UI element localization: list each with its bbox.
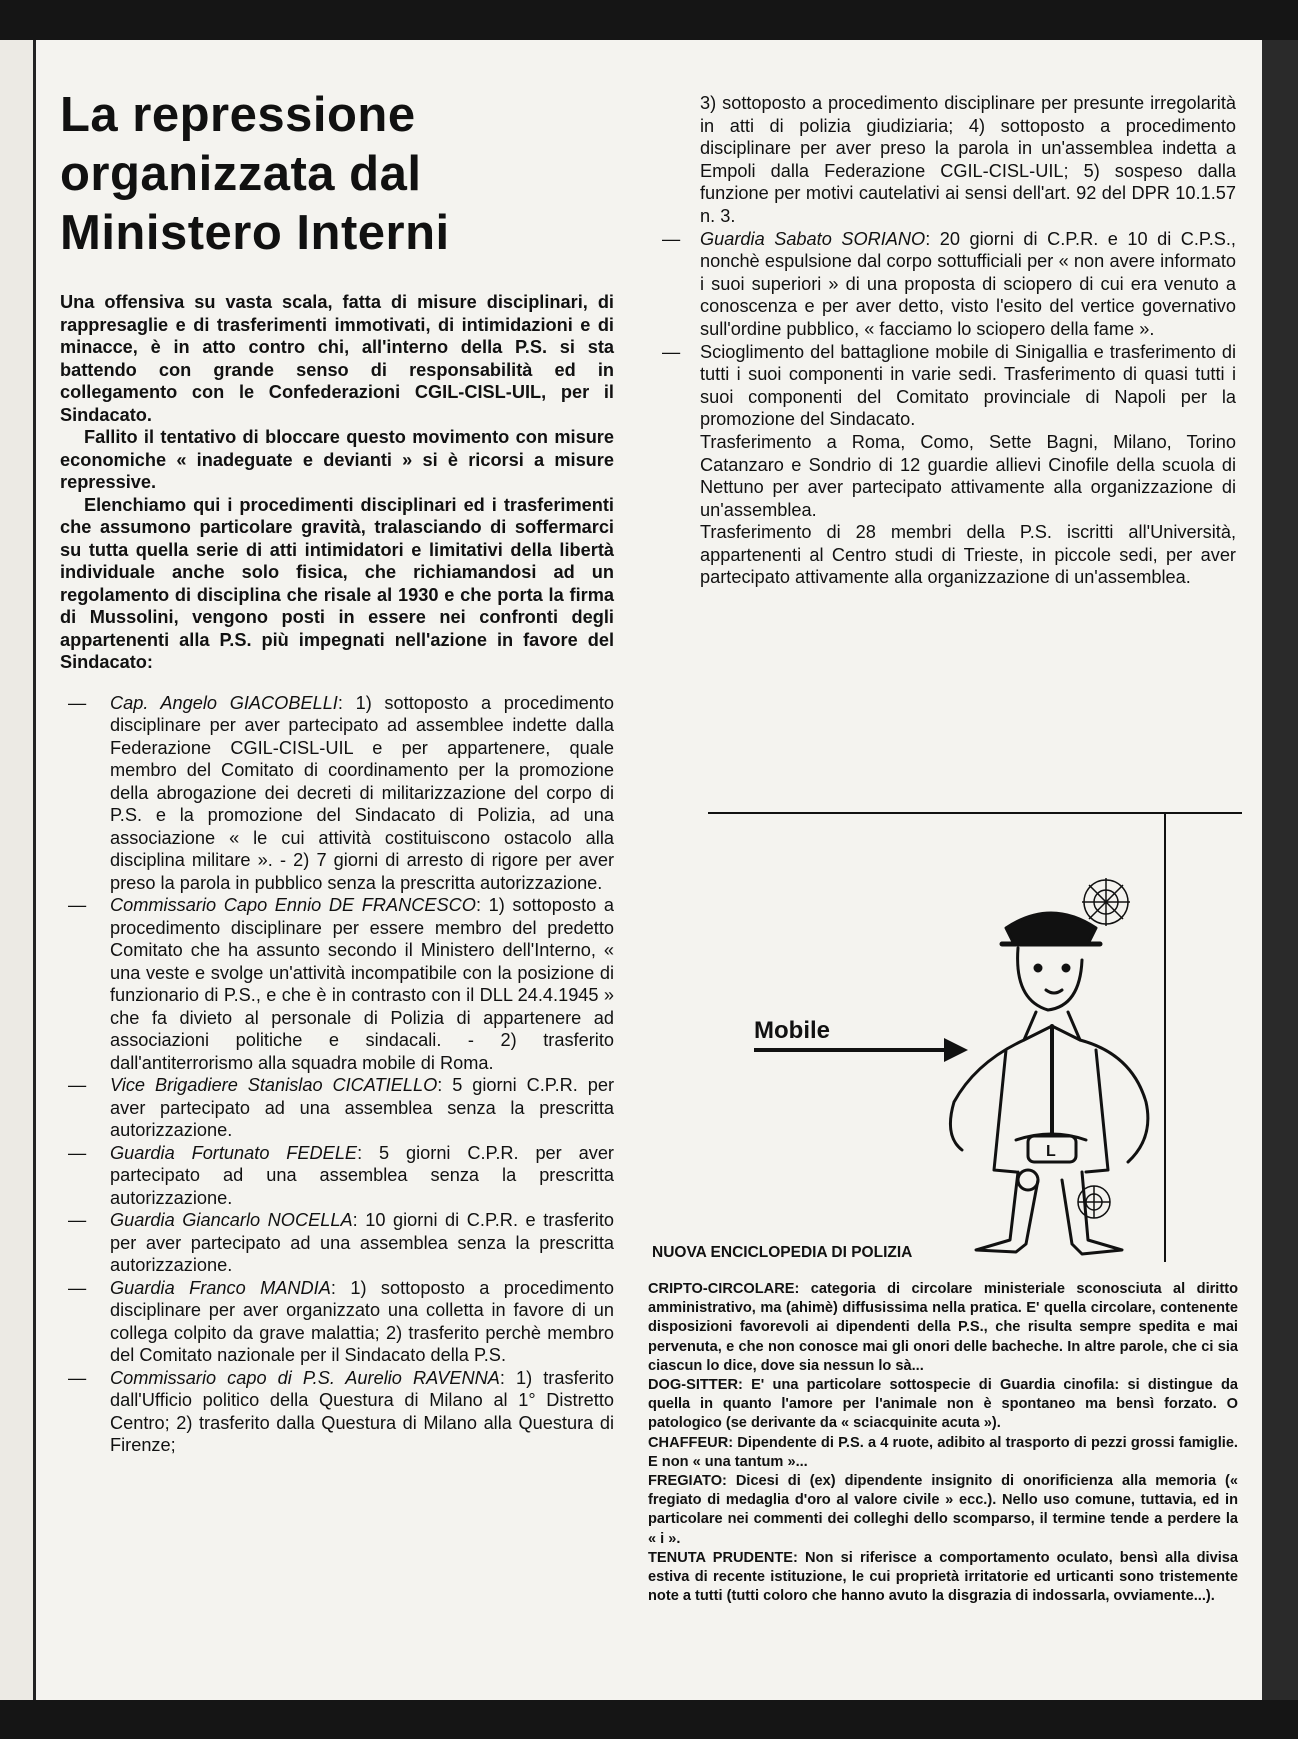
- spider-web-icon: [1082, 878, 1130, 926]
- list-item: [60, 1074, 614, 1142]
- policeman-figure: [950, 913, 1147, 1254]
- list-item: — Scioglimento del battaglione mobile di Sinigallia e trasferimento di tutti i suoi componenti in varie sedi. Trasferimento di quasi tutti i suoi componenti del Comitato provinciale di Napoli per la promozione del Sindacato.: [662, 341, 1236, 431]
- list-item: [60, 1277, 614, 1367]
- headline: [60, 86, 614, 263]
- person-name: Guardia Franco MANDIA: [110, 1277, 331, 1298]
- person-name: Vice Brigadiere Stanislao CICATIELLO: [110, 1075, 438, 1095]
- intro-paragraph: Una offensiva su vasta scala, fatta di misure disciplinari, di rappresaglie e di trasferimenti immotivati, di intimidazioni e di minacce, è in atto contro chi, all'interno della P.S. si sta battendo con grande senso di responsabilità ed in collegamento con le Confederazioni CGIL-CISL-UIL, per il Sindacato.: [60, 292, 614, 425]
- entry-text: : 1) sottoposto a procedimento disciplinare per aver organizzato una colletta in favore di un collega colpito da grave malattia; 2) trasferito perchè membro del Comitato nazionale per il Sindacato della P.S.: [110, 1277, 614, 1365]
- person-name: Cap. Angelo GIACOBELLI: [110, 692, 338, 713]
- entry-text: : 20 giorni di C.P.R. e 10 di C.P.S., nonchè espulsione dal corpo sottufficiali per « non avere informato i suoi superiori » di una proposta di sciopero di cui era venuto a conoscenza e per aver detto, visto l'esito del vertice governativo sull'ordine pubblico, « facciamo lo sciopero della fame ».: [700, 228, 1236, 339]
- entry-text: : 5 giorni C.P.R. per aver partecipato ad una assemblea senza la prescritta autorizzazione.: [110, 1142, 614, 1208]
- glossary-entry: CHAFFEUR: Dipendente di P.S. a 4 ruote, adibito al trasporto di pezzi grossi famiglie. E non « una tantum »...: [648, 1434, 1238, 1470]
- intro-paragraph: Elenchiamo qui i procedimenti disciplinari ed i trasferimenti che assumono particolare gravità, tralasciando di soffermarci su tutta quella serie di atti intimidatori e limitativi della libertà individuale anche solo fisica, che richiamandosi ad un regolamento di disciplina che risale al 1930 e che porta la firma di Mussolini, vengono posti in essere nei confronti degli appartenenti alla P.S. più impegnati nell'azione in favore del Sindacato:: [60, 494, 614, 672]
- person-name: Commissario Capo Ennio DE FRANCESCO: [110, 895, 476, 915]
- binding-shadow: [1262, 40, 1298, 1700]
- police-cartoon-illustration: [676, 840, 1206, 1270]
- glossary-entry: FREGIATO: Dicesi di (ex) dipendente insignito di onorificienza alla memoria (« fregiato di medaglia d'oro al valore civile » ecc.). Nello uso comune, tuttavia, ed in particolare nei commenti dei colleghi dello scomparso, il termine tende a perdere la « i ».: [648, 1473, 1238, 1547]
- entry-text: : 1) trasferito dall'Ufficio politico della Questura di Milano al 1° Distretto Centro; 2) trasferito dalla Questura di Milano alla Questura di Firenze;: [110, 1367, 614, 1455]
- glossary-box: [648, 1244, 1238, 1606]
- headline-line: La repressione: [60, 88, 416, 142]
- list-item: [60, 1142, 614, 1210]
- left-column: [60, 86, 614, 1457]
- list-item: [60, 1367, 614, 1457]
- glossary-title: NUOVA ENCICLOPEDIA DI POLIZIA: [652, 1244, 913, 1261]
- person-name: Guardia Fortunato FEDELE: [110, 1142, 358, 1163]
- person-name: Guardia Giancarlo NOCELLA: [110, 1210, 353, 1230]
- spider-web-icon: [1078, 1186, 1110, 1218]
- adjacent-page-strip: [0, 40, 36, 1700]
- person-name: Commissario capo di P.S. Aurelio RAVENNA: [110, 1367, 500, 1388]
- magazine-page: [36, 40, 1262, 1700]
- paragraph: Trasferimento di 28 membri della P.S. iscritti all'Università, appartenenti al Centro studi di Trieste, in piccole sedi, per aver partecipato attivamente alla organizzazione di un'assemblea.: [700, 522, 1236, 588]
- right-column: [662, 92, 1236, 589]
- entry-text: : 10 giorni di C.P.R. e trasferito per aver partecipato ad una assemblea senza la prescritta autorizzazione.: [110, 1210, 614, 1275]
- cartoon-label: Mobile: [754, 1017, 830, 1044]
- list-item: [662, 228, 1236, 341]
- intro: [60, 291, 614, 674]
- glossary-entry: CRIPTO-CIRCOLARE: categoria di circolare ministeriale sconosciuta al diritto amministrativo, ma (ahimè) diffusissima nella pratica. E' quella circolare, contenente disposizioni favorevoli ai dipendenti della P.S., che risulta sempre spedita e mai pervenuta, e che non conosce mai gli onori delle bacheche. In altre parole, che ci sia ciascun lo dice, dove sia nessun lo sà...: [648, 1281, 1238, 1374]
- list-item: [60, 894, 614, 1074]
- headline-line: Ministero Interni: [60, 206, 450, 260]
- glossary-entry: TENUTA PRUDENTE: Non si riferisce a comportamento oculato, bensì alla divisa estiva di recente istituzione, le cui proprietà irritatorie ed urticanti sono tristemente note a tutti (tutti coloro che hanno avuto la disgrazia di indossarla, ovviamente...).: [648, 1549, 1238, 1605]
- glossary-entry: DOG-SITTER: E' una particolare sottospecie di Guardia cinofila: si distingue da quella in quanto l'amore per l'animale non è spontaneo ma bensì forzato. O patologico (se derivante da « sciacquinite acuta »).: [648, 1377, 1238, 1432]
- list-item: [60, 1209, 614, 1277]
- entry-text: : 5 giorni C.P.R. per aver partecipato ad una assemblea senza la prescritta autorizzazione.: [110, 1075, 614, 1140]
- belt-badge: L: [1046, 1143, 1056, 1160]
- section-divider: [708, 812, 1242, 814]
- headline-line: organizzata dal: [60, 147, 422, 201]
- intro-paragraph: Fallito il tentativo di bloccare questo movimento con misure economiche « inadeguate e devianti » si è ricorsi a misure repressive.: [60, 427, 614, 492]
- person-name: Guardia Sabato SORIANO: [700, 228, 926, 249]
- continued-entry: 3) sottoposto a procedimento disciplinare per presunte irregolarità in atti di polizia giudiziaria; 4) sottoposto a procedimento disciplinare per aver preso la parola in un'assemblea indetta a Empoli dalla Federazione CGIL-CISL-UIL; 5) sospeso dalla funzione per motivi cautelativi ai sensi dell'art. 92 del DPR 10.1.57 n. 3.: [700, 93, 1236, 226]
- paragraph: Trasferimento a Roma, Como, Sette Bagni, Milano, Torino Catanzaro e Sondrio di 12 guardie allievi Cinofile della scuola di Nettuno per aver partecipato attivamente alla organizzazione di un'assemblea.: [700, 431, 1236, 520]
- entry-text: : 1) sottoposto a procedimento disciplinare per aver partecipato ad assemblee indette dalla Federazione CGIL-CISL-UIL e per appartenere, quale membro del Comitato di coordinamento per la promozione della abrogazione dei decreti di militarizzazione del corpo di P.S. e la promozione del Sindacato di Polizia, ad una associazione « le cui attività costituiscono ostacolo alla disciplina militare ». - 2) 7 giorni di arresto di rigore per aver preso la parola in pubblico senza la prescritta autorizzazione.: [110, 692, 614, 893]
- entry-text: : 1) sottoposto a procedimento disciplinare per essere membro del predetto Comitato che ha assunto secondo il Ministero dell'Interno, « una veste e svolge un'attività incompatibile con la posizione di funzionario di P.S., e che è in contrasto con il DLL 24.4.1945 » che fa divieto al personale di Polizia di appartenere ad associazioni politiche e sindacali. - 2) trasferito dall'antiterrorismo alla squadra mobile di Roma.: [110, 895, 614, 1073]
- list-item: [60, 692, 614, 895]
- sanctions-list: [60, 692, 614, 1457]
